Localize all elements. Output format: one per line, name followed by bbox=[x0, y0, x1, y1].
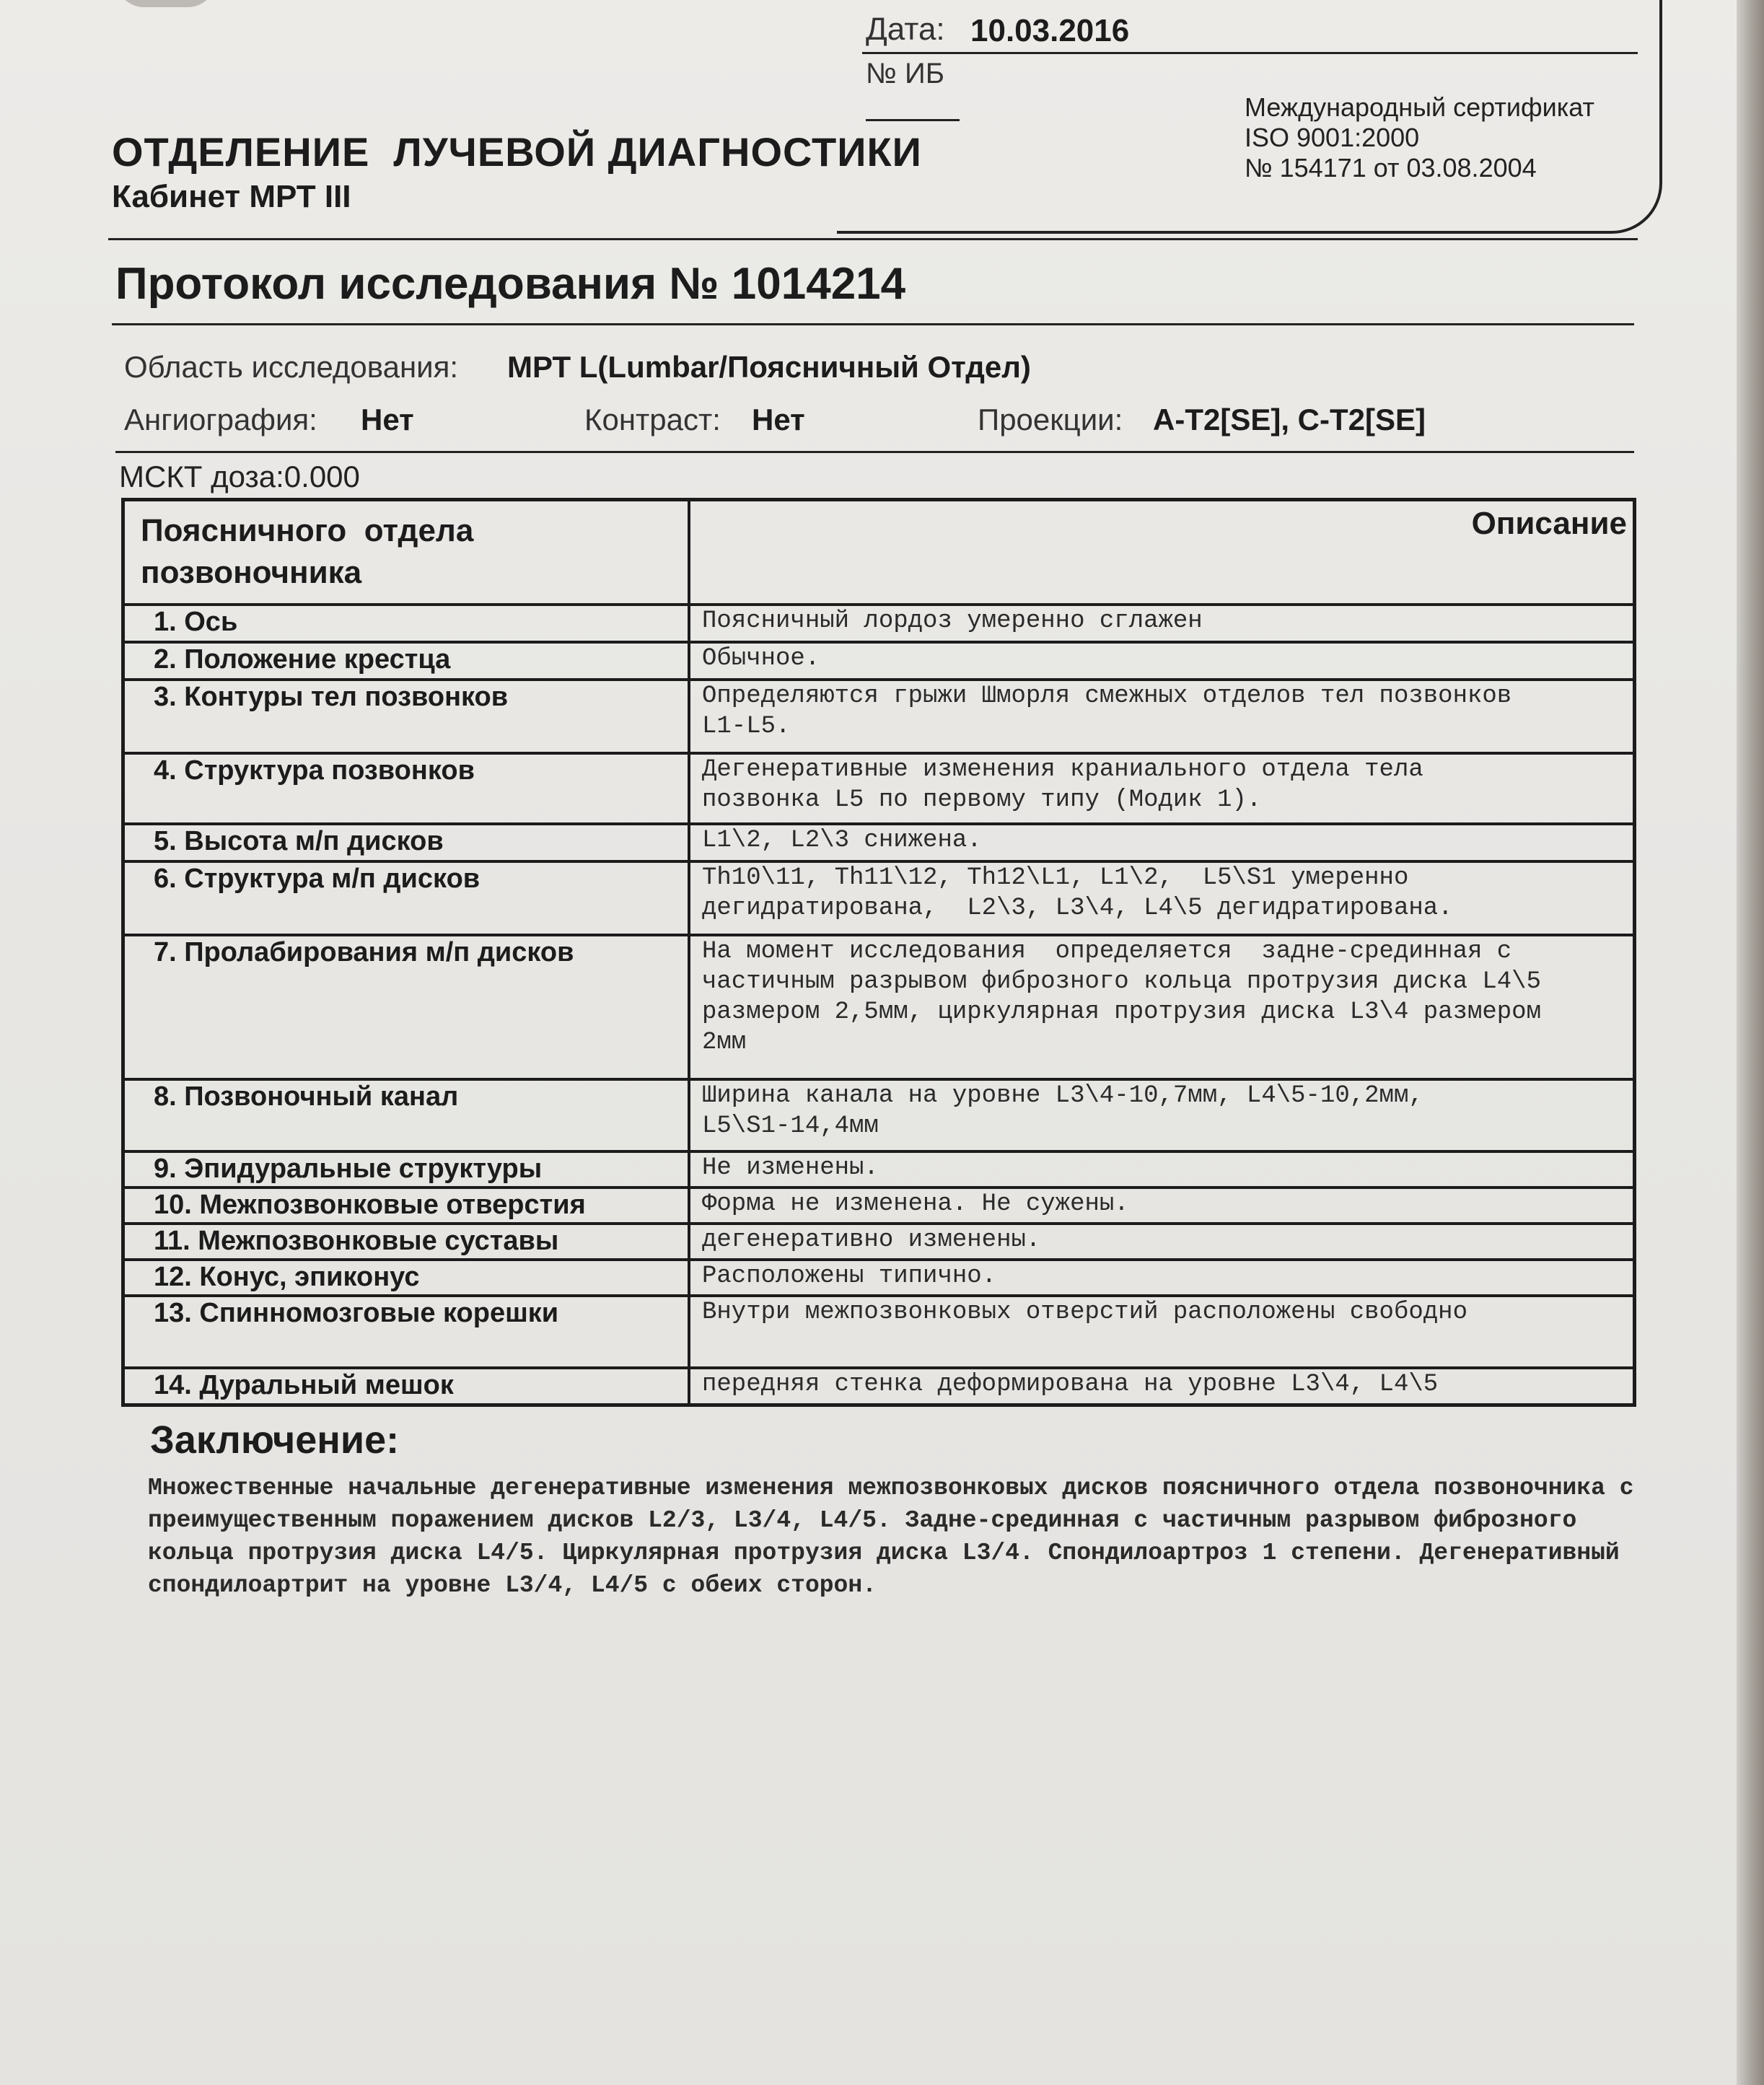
certificate-block bbox=[1245, 92, 1594, 183]
conclusion-text: Множественные начальные дегенеративные изменения межпозвонковых дисков поясничного отдела позвоночника с преимущественным поражением дисков L2/3, L3/4, L4/5. Задне-срединная с частичным разрывом фиброзного кольца протрузия диска L4/5. Циркулярная протрузия диска L3/4. Спондилоартроз 1 степени. Дегенеративный спондилоартрит на уровне L3/4, L4/5 с обеих сторон. bbox=[148, 1475, 1634, 1599]
desc-line: Расположены типично. bbox=[702, 1262, 997, 1290]
contrast-label: Контраст: bbox=[584, 403, 721, 436]
row-description bbox=[689, 1260, 1635, 1296]
header-left-line: позвоночника bbox=[141, 555, 362, 590]
row-description bbox=[689, 1296, 1635, 1368]
desc-line: Поясничный лордоз умеренно сглажен bbox=[702, 607, 1203, 635]
corner-mark bbox=[115, 0, 216, 7]
table-row bbox=[123, 1079, 1635, 1151]
conclusion-title: Заключение: bbox=[150, 1418, 400, 1462]
row-label: 12. Конус, эпиконус bbox=[123, 1260, 690, 1296]
date-underline bbox=[862, 52, 1638, 54]
contrast-value: Нет bbox=[752, 403, 805, 436]
area-value: МРТ L(Lumbar/Поясничный Отдел) bbox=[507, 350, 1031, 384]
row-label: 5. Высота м/п дисков bbox=[123, 824, 690, 861]
desc-line: частичным разрывом фиброзного кольца протрузия диска L4\5 bbox=[702, 967, 1541, 996]
row-description bbox=[689, 861, 1635, 935]
table-header-row bbox=[123, 500, 1635, 605]
row-description bbox=[689, 680, 1635, 753]
table-row bbox=[123, 753, 1635, 824]
mskt-dose: МСКТ доза:0.000 bbox=[119, 460, 360, 493]
desc-line: Ширина канала на уровне L3\4-10,7мм, L4\5-10,2мм, bbox=[702, 1081, 1423, 1110]
table-row bbox=[123, 1224, 1635, 1260]
page-edge bbox=[1737, 0, 1764, 2085]
meta-divider bbox=[115, 451, 1634, 453]
table-row bbox=[123, 1296, 1635, 1368]
date-value: 10.03.2016 bbox=[970, 13, 1130, 48]
row-label: 1. Ось bbox=[123, 605, 690, 642]
desc-line: Внутри межпозвонковых отверстий расположены свободно bbox=[702, 1298, 1467, 1326]
row-description bbox=[689, 1079, 1635, 1151]
desc-line: L1\2, L2\3 снижена. bbox=[702, 826, 982, 854]
row-description bbox=[689, 824, 1635, 861]
desc-line: дегенеративно изменены. bbox=[702, 1226, 1041, 1254]
row-description bbox=[689, 605, 1635, 642]
desc-line: Обычное. bbox=[702, 644, 820, 672]
desc-line: Форма не изменена. Не сужены. bbox=[702, 1190, 1129, 1218]
certificate-line: ISO 9001:2000 bbox=[1245, 123, 1420, 152]
date-label: Дата: bbox=[866, 12, 945, 47]
projections-label: Проекции: bbox=[978, 403, 1123, 436]
table-row bbox=[123, 1368, 1635, 1405]
certificate-line: Международный сертификат bbox=[1245, 92, 1594, 122]
table-row bbox=[123, 1260, 1635, 1296]
table-row bbox=[123, 605, 1635, 642]
area-label: Область исследования: bbox=[124, 350, 459, 384]
row-label: 7. Пролабирования м/п дисков bbox=[123, 935, 690, 1079]
cabinet-title: Кабинет МРТ III bbox=[112, 179, 351, 214]
desc-line: L1-L5. bbox=[702, 712, 791, 740]
desc-line: На момент исследования определяется задне-срединная с bbox=[702, 937, 1512, 965]
table-header-left bbox=[123, 500, 690, 605]
row-description bbox=[689, 1151, 1635, 1188]
table-row bbox=[123, 1188, 1635, 1224]
row-description bbox=[689, 935, 1635, 1079]
row-label: 8. Позвоночный канал bbox=[123, 1079, 690, 1151]
projections-value: A-T2[SE], C-T2[SE] bbox=[1153, 403, 1426, 436]
row-label: 11. Межпозвонковые суставы bbox=[123, 1224, 690, 1260]
table-row bbox=[123, 1151, 1635, 1188]
row-description bbox=[689, 1368, 1635, 1405]
desc-line: 2мм bbox=[702, 1028, 747, 1056]
row-label: 4. Структура позвонков bbox=[123, 753, 690, 824]
table-row bbox=[123, 861, 1635, 935]
table-row bbox=[123, 642, 1635, 680]
row-label: 14. Дуральный мешок bbox=[123, 1368, 690, 1405]
certificate-line: № 154171 от 03.08.2004 bbox=[1245, 153, 1537, 183]
desc-line: Дегенеративные изменения краниального отдела тела bbox=[702, 755, 1423, 783]
row-description bbox=[689, 1224, 1635, 1260]
row-description bbox=[689, 642, 1635, 680]
desc-line: дегидратирована, L2\3, L3\4, L4\5 дегидратирована. bbox=[702, 894, 1453, 922]
ib-underline bbox=[866, 119, 960, 121]
row-label: 13. Спинномозговые корешки bbox=[123, 1296, 690, 1368]
title-divider bbox=[112, 323, 1634, 325]
table-header-right: Описание bbox=[689, 500, 1635, 605]
angiography-value: Нет bbox=[361, 403, 414, 436]
header-left-line: Поясничного отдела bbox=[141, 513, 474, 548]
table-row bbox=[123, 680, 1635, 753]
row-description bbox=[689, 1188, 1635, 1224]
angiography-label: Ангиография: bbox=[124, 403, 317, 436]
row-label: 2. Положение крестца bbox=[123, 642, 690, 680]
desc-line: L5\S1-14,4мм bbox=[702, 1112, 879, 1140]
row-label: 6. Структура м/п дисков bbox=[123, 861, 690, 935]
desc-line: Не изменены. bbox=[702, 1154, 879, 1182]
row-label: 10. Межпозвонковые отверстия bbox=[123, 1188, 690, 1224]
desc-line: размером 2,5мм, циркулярная протрузия диска L3\4 размером bbox=[702, 998, 1541, 1026]
department-title: ОТДЕЛЕНИЕ ЛУЧЕВОЙ ДИАГНОСТИКИ bbox=[112, 129, 922, 175]
desc-line: передняя стенка деформирована на уровне L3\4, L4\5 bbox=[702, 1370, 1439, 1398]
table-row bbox=[123, 935, 1635, 1079]
row-label: 3. Контуры тел позвонков bbox=[123, 680, 690, 753]
desc-line: позвонка L5 по первому типу (Модик 1). bbox=[702, 786, 1262, 814]
desc-line: Определяются грыжи Шморля смежных отделов тел позвонков bbox=[702, 682, 1512, 710]
protocol-title: Протокол исследования № 1014214 bbox=[115, 259, 906, 309]
ib-label: № ИБ bbox=[866, 58, 945, 89]
findings-table bbox=[121, 498, 1636, 1407]
row-label: 9. Эпидуральные структуры bbox=[123, 1151, 690, 1188]
row-description bbox=[689, 753, 1635, 824]
table-row bbox=[123, 824, 1635, 861]
header-divider bbox=[108, 238, 1638, 240]
desc-line: Th10\11, Th11\12, Th12\L1, L1\2, L5\S1 умеренно bbox=[702, 864, 1409, 892]
